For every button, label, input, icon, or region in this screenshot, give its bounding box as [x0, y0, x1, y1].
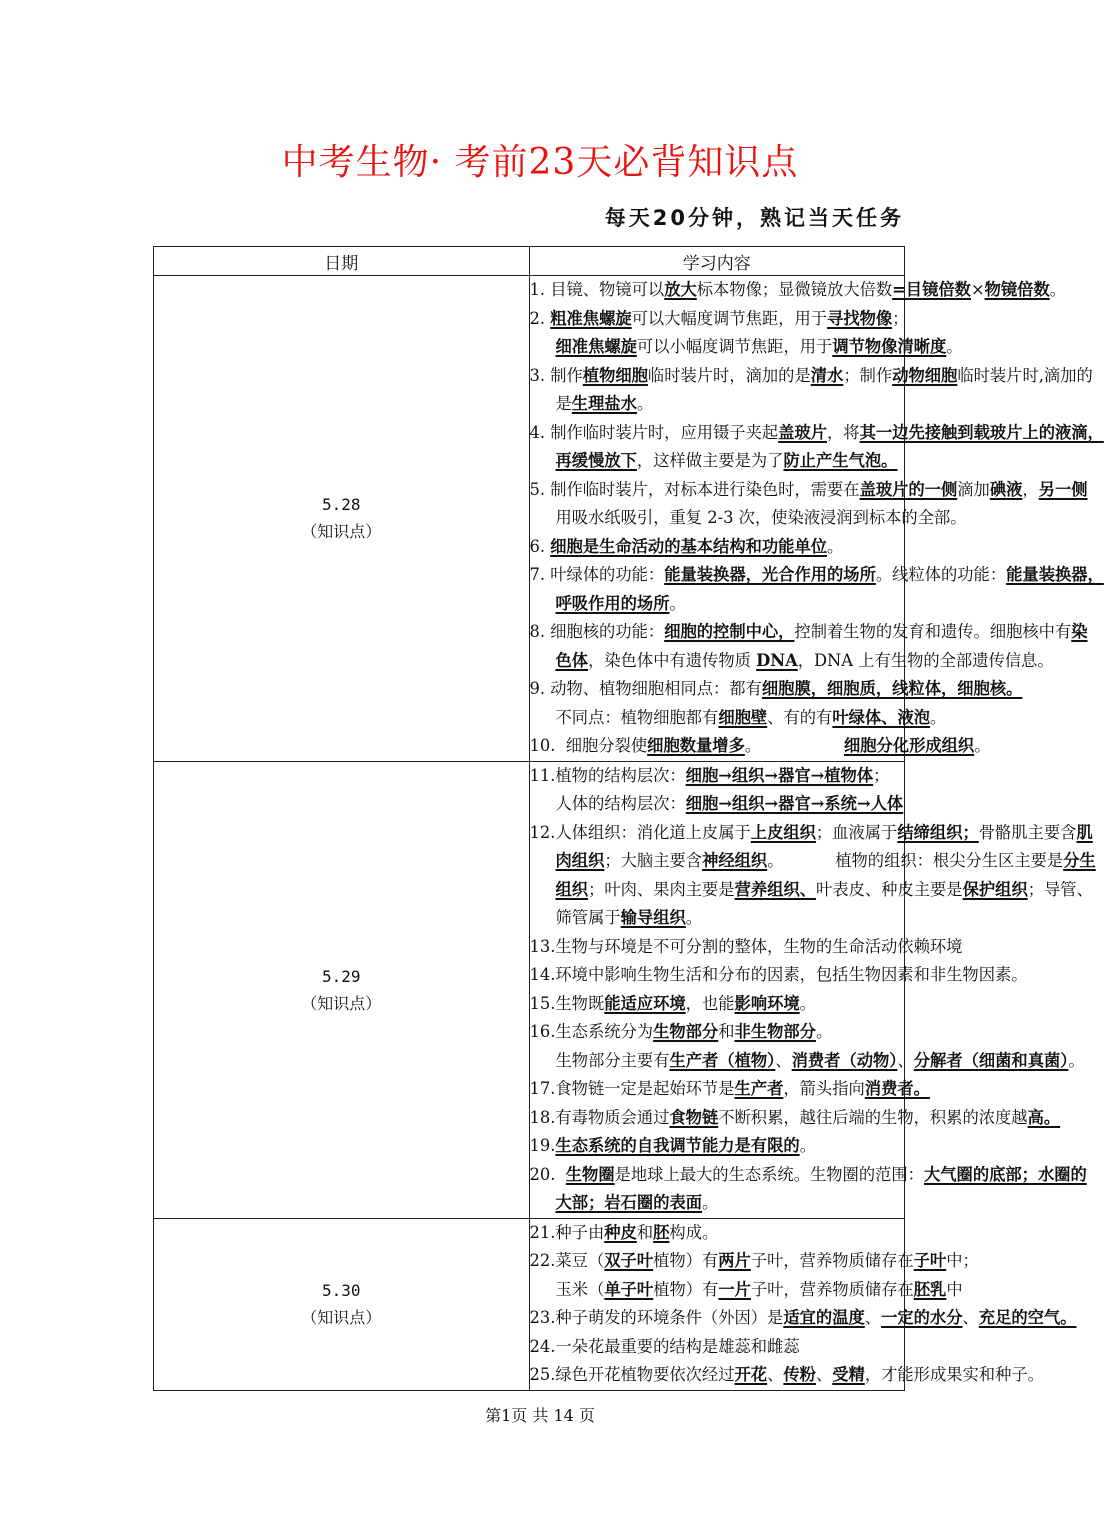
- content-line: 人体的结构层次：细胞→组织→器官→系统→人体: [555, 794, 904, 813]
- content-line: 14.环境中影响生物生活和分布的因素，包括生物因素和非生物因素。: [529, 965, 1028, 984]
- key-term: 染: [1071, 622, 1088, 641]
- key-term: 大气圈的底部；水圈的: [923, 1164, 1087, 1184]
- content-line: 筛管属于输导组织。: [555, 908, 703, 927]
- content-line: 20. 生物圈是地球上最大的生态系统。生物圈的范围：大气圈的底部；水圈的: [529, 1164, 1087, 1184]
- key-term: 高。: [1027, 1107, 1061, 1127]
- date-cell: [154, 761, 530, 1218]
- key-term: 种皮: [604, 1222, 637, 1242]
- key-term: 细胞数量增多: [647, 736, 745, 755]
- key-term: 植物细胞: [582, 365, 648, 385]
- content-line: 1. 目镜、物镜可以放大标本物像；显微镜放大倍数=目镜倍数×物镜倍数。: [529, 280, 1067, 299]
- key-term: 大部；岩石圈的表面: [555, 1193, 703, 1212]
- key-term: 上皮组织: [750, 822, 816, 842]
- key-term: 调节物像清晰度: [832, 337, 947, 356]
- table-row: [154, 276, 905, 762]
- key-term: 肉组织: [555, 851, 605, 870]
- study-plan-table: [153, 246, 1104, 1391]
- key-term: 结缔组织；: [897, 822, 979, 842]
- key-term: 叶绿体、液泡: [832, 707, 931, 727]
- key-term: =目镜倍数: [892, 280, 971, 299]
- page-subtitle: 每天20分钟，熟记当天任务: [604, 206, 904, 230]
- content-line: 2. 粗准焦螺旋可以大幅度调节焦距，用于寻找物像；: [529, 308, 909, 328]
- content-line: 再缓慢放下，这样做主要是为了防止产生气泡。: [555, 451, 898, 470]
- date-value: 5.29: [321, 966, 361, 986]
- key-term: 传粉: [783, 1365, 816, 1384]
- content-line: 23.种子萌发的环境条件（外因）是适宜的温度、一定的水分、充足的空气。: [529, 1308, 1077, 1327]
- date-value: 5.28: [321, 495, 361, 515]
- key-term: 一定的水分: [881, 1308, 963, 1327]
- key-term: 两片: [718, 1251, 751, 1270]
- key-term: 细胞膜，细胞质，线粒体，细胞核。: [761, 679, 1023, 698]
- date-value: 5.30: [321, 1281, 361, 1300]
- key-term: 寻找物像: [827, 308, 893, 328]
- key-term: DNA: [756, 650, 798, 670]
- content-line: 18.有毒物质会通过食物链不断积累，越往后端的生物，积累的浓度越高。: [529, 1107, 1061, 1127]
- content-line: 不同点：植物细胞都有细胞壁、有的有叶绿体、液泡。: [555, 707, 947, 727]
- content-line: 11.植物的结构层次：细胞→组织→器官→植物体；: [529, 765, 890, 785]
- key-term: 放大: [664, 280, 697, 299]
- content-line: 8. 细胞核的功能：细胞的控制中心，控制着生物的发育和遗传。细胞核中有染: [529, 622, 1088, 641]
- content-cell: [529, 761, 1096, 1218]
- content-line: 7. 叶绿体的功能：能量装换器，光合作用的场所。线粒体的功能：能量装换器，: [529, 565, 1104, 584]
- header-date: 日期: [154, 247, 530, 276]
- content-line: 10. 细胞分裂使细胞数量增多。 细胞分化形成组织。: [529, 736, 991, 755]
- content-line: 12.人体组织：消化道上皮属于上皮组织；血液属于结缔组织；骨骼肌主要含肌: [529, 822, 1093, 842]
- key-term: 影响环境: [734, 993, 800, 1013]
- key-term: 受精: [832, 1365, 865, 1384]
- key-term: 双子叶: [604, 1251, 654, 1270]
- key-term: 细胞是生命活动的基本结构和功能单位: [550, 536, 828, 556]
- content-line: 细准焦螺旋可以小幅度调节焦距，用于调节物像清晰度。: [555, 337, 963, 356]
- key-term: 物镜倍数: [984, 280, 1050, 299]
- key-term: 生产者: [734, 1079, 784, 1098]
- key-term: 能适应环境: [604, 993, 686, 1013]
- key-term: 食物链: [669, 1107, 719, 1127]
- key-term: 组织: [555, 879, 589, 899]
- table-header-row: [154, 247, 905, 276]
- key-term: 分解者（细菌和真菌）: [913, 1050, 1069, 1070]
- key-term: 动物细胞: [892, 365, 958, 385]
- content-cell: [529, 1218, 1077, 1390]
- content-line: 玉米（单子叶植物）有一片子叶，营养物质储存在胚乳中: [555, 1279, 963, 1299]
- key-term: 防止产生气泡。: [783, 451, 898, 470]
- content-line: 色体，染色体中有遗传物质 DNA，DNA 上有生物的全部遗传信息。: [555, 650, 1054, 670]
- table-body: [154, 276, 1104, 1391]
- content-line: 4. 制作临时装片时，应用镊子夹起盖玻片，将其一边先接触到载玻片上的液滴，: [529, 422, 1104, 442]
- key-term: 细胞分化形成组织: [843, 736, 975, 755]
- key-term: 充足的空气。: [978, 1308, 1077, 1327]
- key-term: 细胞壁: [718, 707, 768, 727]
- key-term: 一片: [718, 1279, 751, 1299]
- key-term: 能量装换器，光合作用的场所: [664, 565, 876, 584]
- date-tag: （知识点）: [301, 1308, 382, 1327]
- content-line: 17.食物链一定是起始环节是生产者，箭头指向消费者。: [529, 1079, 930, 1098]
- content-line: 用吸水纸吸引，重复 2-3 次，使染液浸润到标本的全部。: [555, 508, 967, 527]
- key-term: 细胞的控制中心，: [664, 622, 795, 641]
- content-line: 13.生物与环境是不可分割的整体，生物的生命活动依赖环境: [529, 936, 963, 956]
- content-line: 呼吸作用的场所。: [555, 593, 686, 613]
- key-term: 生物圈: [565, 1164, 615, 1184]
- key-term: 输导组织: [620, 908, 686, 927]
- key-term: 单子叶: [604, 1279, 654, 1299]
- key-term: 另一侧: [1038, 479, 1088, 499]
- key-term: 呼吸作用的场所: [555, 593, 670, 613]
- key-term: 清水: [810, 365, 844, 385]
- header-content: 学习内容: [529, 247, 905, 276]
- key-term: 营养组织、: [734, 879, 817, 899]
- key-term: 碘液: [989, 479, 1023, 499]
- content-line: 6. 细胞是生命活动的基本结构和功能单位。: [529, 536, 844, 556]
- content-line: 是生理盐水。: [555, 394, 654, 413]
- content-line: 大部；岩石圈的表面。: [555, 1193, 719, 1212]
- content-line: 组织；叶肉、果肉主要是营养组织、叶表皮、种皮主要是保护组织；导管、: [555, 879, 1093, 899]
- date-tag: （知识点）: [301, 993, 382, 1013]
- date-cell: [154, 276, 530, 762]
- key-term: 生理盐水: [571, 394, 637, 413]
- content-line: 22.菜豆（双子叶植物）有两片子叶，营养物质储存在子叶中；: [529, 1251, 979, 1270]
- page-footer: 第1页 共 14 页: [485, 1406, 595, 1425]
- content-line: 15.生物既能适应环境，也能影响环境。: [529, 993, 816, 1013]
- key-term: 消费者。: [864, 1079, 930, 1098]
- key-term: 保护组织: [962, 879, 1028, 899]
- content-cell: [529, 276, 1104, 762]
- key-term: 粗准焦螺旋: [550, 308, 632, 328]
- page-title: 中考生物· 考前23天必背知识点: [281, 142, 799, 183]
- table-row: [154, 1218, 905, 1390]
- key-term: 生态系统的自我调节能力是有限的: [555, 1136, 800, 1155]
- key-term: 再缓慢放下: [555, 451, 637, 470]
- content-line: 肉组织；大脑主要含神经组织。 植物的组织：根尖分生区主要是分生: [555, 851, 1096, 870]
- content-line: 24.一朵花最重要的结构是雄蕊和雌蕊: [529, 1336, 800, 1356]
- content-line: 9. 动物、植物细胞相同点：都有细胞膜，细胞质，线粒体，细胞核。: [529, 679, 1023, 698]
- key-term: 神经组织: [702, 851, 768, 870]
- key-term: 色体: [555, 650, 589, 670]
- key-term: 适宜的温度: [783, 1308, 865, 1327]
- key-term: 非生物部分: [734, 1022, 816, 1041]
- content-line: 19.生态系统的自我调节能力是有限的。: [529, 1136, 816, 1155]
- key-term: 开花: [734, 1365, 768, 1384]
- key-term: 肌: [1076, 822, 1093, 842]
- content-line: 生物部分主要有生产者（植物）、消费者（动物）、分解者（细菌和真菌）。: [555, 1050, 1085, 1070]
- content-line: 25.绿色开花植物要依次经过开花、传粉、受精，才能形成果实和种子。: [529, 1365, 1044, 1384]
- key-term: 细胞→组织→器官→系统→人体: [685, 794, 904, 813]
- date-cell: [154, 1218, 530, 1390]
- table-row: [154, 761, 905, 1218]
- key-term: 生物部分: [653, 1022, 719, 1041]
- content-line: 16.生态系统分为生物部分和非生物部分。: [529, 1022, 833, 1041]
- key-term: 其一边先接触到载玻片上的液滴，: [859, 422, 1104, 442]
- key-term: 子叶: [913, 1251, 947, 1270]
- content-line: 3. 制作植物细胞临时装片时，滴加的是清水；制作动物细胞临时装片时,滴加的: [529, 365, 1093, 385]
- key-term: 盖玻片的一侧: [859, 479, 958, 499]
- key-term: 胚乳: [913, 1279, 947, 1299]
- key-term: 胚: [653, 1222, 670, 1242]
- key-term: 细准焦螺旋: [555, 337, 637, 356]
- content-line: 5. 制作临时装片，对标本进行染色时，需要在盖玻片的一侧滴加碘液，另一侧: [529, 479, 1088, 499]
- key-term: 生产者（植物）: [669, 1050, 776, 1070]
- key-term: 细胞→组织→器官→植物体: [685, 765, 874, 785]
- date-tag: （知识点）: [301, 522, 382, 542]
- content-line: 21.种子由种皮和胚构成。: [529, 1222, 719, 1242]
- key-term: 能量装换器，: [1006, 565, 1104, 584]
- key-term: 盖玻片: [778, 422, 828, 442]
- key-term: 消费者（动物）: [791, 1050, 898, 1070]
- key-term: 分生: [1063, 851, 1096, 870]
